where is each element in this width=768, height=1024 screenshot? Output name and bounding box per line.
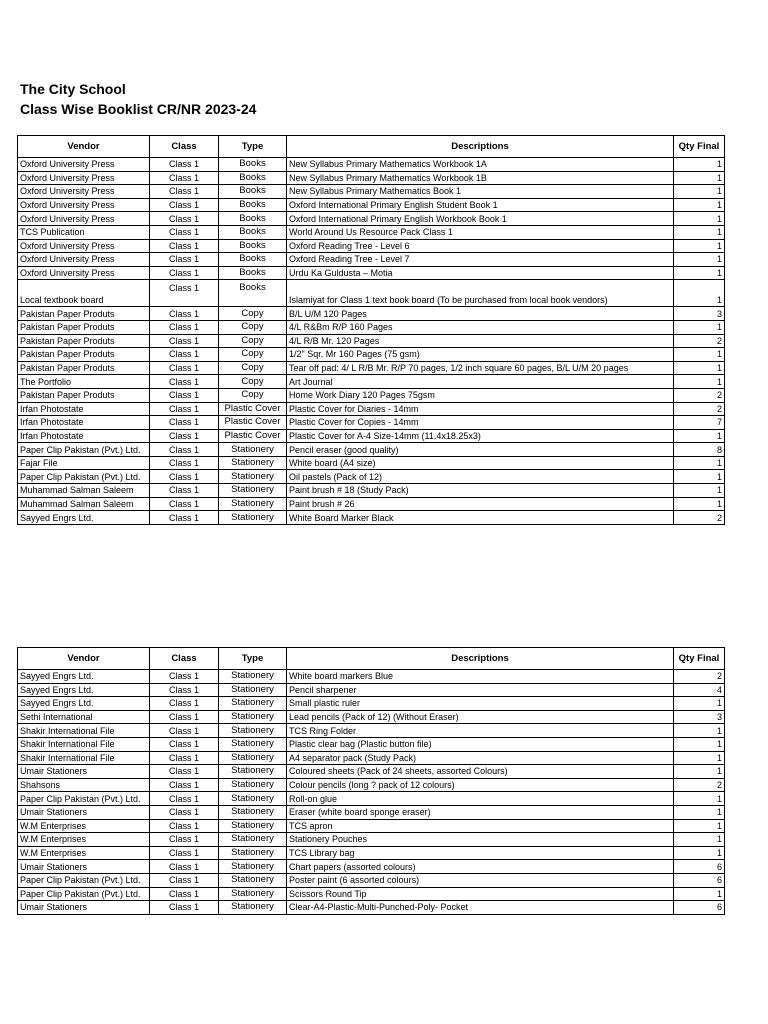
vendor-cell: W.M Enterprises [18,833,150,847]
type-cell: Stationery [219,497,287,511]
vendor-cell: Oxford University Press [18,171,150,185]
table-row [18,185,725,199]
table-row [18,751,725,765]
vendor-cell: Oxford University Press [18,266,150,280]
vendor-cell: Shahsons [18,778,150,792]
description-cell: Plastic Cover for A-4 Size-14mm (11.4x18.25x3) [287,429,674,443]
qty-cell: 1 [674,280,725,307]
qty-cell: 2 [674,334,725,348]
description-cell: Oxford International Primary English Student Book 1 [287,198,674,212]
qty-cell: 1 [674,751,725,765]
type-cell: Stationery [219,697,287,711]
class-cell: Class 1 [150,266,219,280]
qty-cell: 8 [674,443,725,457]
description-cell: White board (A4 size) [287,456,674,470]
vendor-cell: Pakistan Paper Produts [18,320,150,334]
description-cell: Stationery Pouches [287,833,674,847]
class-cell: Class 1 [150,307,219,321]
description-cell: Paint brush # 26 [287,497,674,511]
vendor-cell: Oxford University Press [18,239,150,253]
type-cell: Copy [219,388,287,402]
type-cell: Stationery [219,765,287,779]
table-row [18,212,725,226]
qty-cell: 2 [674,511,725,525]
table-row [18,497,725,511]
type-cell: Books [219,239,287,253]
description-cell: 1/2" Sqr. Mr 160 Pages (75 gsm) [287,348,674,362]
type-cell: Stationery [219,887,287,901]
table-row [18,348,725,362]
class-cell: Class 1 [150,280,219,307]
qty-cell: 1 [674,792,725,806]
qty-cell: 2 [674,388,725,402]
class-cell: Class 1 [150,470,219,484]
qty-cell: 1 [674,833,725,847]
qty-cell: 1 [674,361,725,375]
qty-cell: 4 [674,683,725,697]
type-header: Type [219,136,287,158]
type-cell: Plastic Cover [219,416,287,430]
vendor-cell: Pakistan Paper Produts [18,348,150,362]
class-cell: Class 1 [150,697,219,711]
qty-cell: 1 [674,198,725,212]
qty-cell: 6 [674,901,725,915]
table-row [18,710,725,724]
type-cell: Books [219,198,287,212]
class-cell: Class 1 [150,429,219,443]
table-row [18,484,725,498]
description-cell: A4 separator pack (Study Pack) [287,751,674,765]
qty-header: Qty Final [674,648,725,670]
class-cell: Class 1 [150,778,219,792]
vendor-cell: Pakistan Paper Produts [18,388,150,402]
description-cell: TCS Library bag [287,846,674,860]
descriptions-header: Descriptions [287,136,674,158]
description-cell: Scissors Round Tip [287,887,674,901]
booklist-table-2 [17,647,725,915]
table-row [18,402,725,416]
description-cell: Small plastic ruler [287,697,674,711]
description-cell: Plastic clear bag (Plastic button file) [287,737,674,751]
qty-cell: 1 [674,320,725,334]
description-cell: New Syllabus Primary Mathematics Workbook 1B [287,171,674,185]
class-cell: Class 1 [150,225,219,239]
type-cell: Books [219,266,287,280]
type-cell: Stationery [219,833,287,847]
type-cell: Books [219,185,287,199]
table-row [18,158,725,172]
type-cell: Stationery [219,443,287,457]
class-cell: Class 1 [150,846,219,860]
vendor-cell: Irfan Photostate [18,416,150,430]
type-cell: Stationery [219,737,287,751]
vendor-cell: Sayyed Engrs Ltd. [18,683,150,697]
description-cell: Plastic Cover for Copies - 14mm [287,416,674,430]
class-cell: Class 1 [150,901,219,915]
class-cell: Class 1 [150,456,219,470]
vendor-cell: Shakir International File [18,737,150,751]
type-cell: Stationery [219,724,287,738]
vendor-cell: Paper Clip Pakistan (Pvt.) Ltd. [18,443,150,457]
table-row [18,334,725,348]
qty-cell: 3 [674,307,725,321]
description-cell: White Board Marker Black [287,511,674,525]
vendor-cell: Umair Stationers [18,901,150,915]
type-cell: Books [219,225,287,239]
vendor-header: Vendor [18,648,150,670]
vendor-cell: Muhammad Salman Saleem [18,484,150,498]
vendor-cell: Irfan Photostate [18,402,150,416]
qty-cell: 1 [674,239,725,253]
table-row [18,724,725,738]
qty-cell: 2 [674,402,725,416]
table-row [18,171,725,185]
description-cell: Oxford Reading Tree - Level 6 [287,239,674,253]
class-cell: Class 1 [150,724,219,738]
table-row [18,320,725,334]
class-cell: Class 1 [150,887,219,901]
type-cell: Copy [219,334,287,348]
qty-cell: 1 [674,158,725,172]
class-cell: Class 1 [150,212,219,226]
class-cell: Class 1 [150,375,219,389]
table-row [18,375,725,389]
type-cell: Stationery [219,901,287,915]
type-cell: Stationery [219,873,287,887]
vendor-cell: Pakistan Paper Produts [18,361,150,375]
table-row [18,280,725,307]
qty-cell: 1 [674,253,725,267]
vendor-cell: Shakir International File [18,751,150,765]
description-cell: Paint brush # 18 (Study Pack) [287,484,674,498]
description-cell: Plastic Cover for Diaries - 14mm [287,402,674,416]
description-cell: TCS apron [287,819,674,833]
table-row [18,443,725,457]
table-row [18,670,725,684]
table-row [18,456,725,470]
description-cell: Clear-A4-Plastic-Multi-Punched-Poly- Pocket [287,901,674,915]
table-row [18,416,725,430]
qty-header: Qty Final [674,136,725,158]
vendor-cell: TCS Publication [18,225,150,239]
qty-cell: 6 [674,873,725,887]
type-cell: Stationery [219,683,287,697]
header-row [18,648,725,670]
type-cell: Copy [219,361,287,375]
vendor-cell: Umair Stationers [18,860,150,874]
description-cell: Oil pastels (Pack of 12) [287,470,674,484]
qty-cell: 1 [674,484,725,498]
type-cell: Books [219,158,287,172]
table-row [18,253,725,267]
type-cell: Books [219,212,287,226]
class-cell: Class 1 [150,873,219,887]
vendor-cell: Oxford University Press [18,198,150,212]
description-cell: Home Work Diary 120 Pages 75gsm [287,388,674,402]
class-cell: Class 1 [150,198,219,212]
vendor-cell: Umair Stationers [18,805,150,819]
type-cell: Stationery [219,805,287,819]
vendor-cell: The Portfolio [18,375,150,389]
class-cell: Class 1 [150,683,219,697]
table-row [18,887,725,901]
description-cell: Oxford Reading Tree - Level 7 [287,253,674,267]
type-cell: Stationery [219,846,287,860]
header-row [18,136,725,158]
vendor-cell: Sayyed Engrs Ltd. [18,670,150,684]
type-cell: Copy [219,348,287,362]
table-row [18,819,725,833]
class-cell: Class 1 [150,805,219,819]
vendor-cell: Irfan Photostate [18,429,150,443]
description-cell: White board markers Blue [287,670,674,684]
qty-cell: 2 [674,778,725,792]
qty-cell: 6 [674,860,725,874]
qty-cell: 1 [674,225,725,239]
table-row [18,266,725,280]
qty-cell: 1 [674,375,725,389]
type-cell: Stationery [219,792,287,806]
vendor-cell: Oxford University Press [18,212,150,226]
class-cell: Class 1 [150,171,219,185]
vendor-cell: Paper Clip Pakistan (Pvt.) Ltd. [18,873,150,887]
class-cell: Class 1 [150,670,219,684]
type-cell: Stationery [219,511,287,525]
type-cell: Plastic Cover [219,402,287,416]
class-cell: Class 1 [150,751,219,765]
type-cell: Stationery [219,860,287,874]
class-cell: Class 1 [150,484,219,498]
description-cell: New Syllabus Primary Mathematics Book 1 [287,185,674,199]
class-cell: Class 1 [150,511,219,525]
description-cell: Islamiyat for Class 1 text book board (To be purchased from local book vendors) [287,280,674,307]
table-body-1 [18,158,725,525]
vendor-cell: W.M Enterprises [18,819,150,833]
qty-cell: 7 [674,416,725,430]
class-cell: Class 1 [150,185,219,199]
qty-cell: 1 [674,737,725,751]
table-row [18,737,725,751]
table-row [18,361,725,375]
description-cell: Pencil sharpener [287,683,674,697]
type-cell: Stationery [219,456,287,470]
class-cell: Class 1 [150,737,219,751]
table-row [18,846,725,860]
description-cell: Poster paint (6 assorted colours) [287,873,674,887]
description-cell: Art Journal [287,375,674,389]
qty-cell: 1 [674,724,725,738]
type-cell: Stationery [219,484,287,498]
class-cell: Class 1 [150,388,219,402]
type-cell: Stationery [219,670,287,684]
vendor-cell: Oxford University Press [18,253,150,267]
vendor-header: Vendor [18,136,150,158]
table-row [18,805,725,819]
table-row [18,778,725,792]
description-cell: TCS Ring Folder [287,724,674,738]
table-row [18,198,725,212]
class-cell: Class 1 [150,416,219,430]
vendor-cell: Oxford University Press [18,185,150,199]
class-cell: Class 1 [150,819,219,833]
class-cell: Class 1 [150,158,219,172]
table-row [18,697,725,711]
vendor-cell: Paper Clip Pakistan (Pvt.) Ltd. [18,887,150,901]
class-cell: Class 1 [150,833,219,847]
type-cell: Copy [219,320,287,334]
qty-cell: 1 [674,819,725,833]
class-cell: Class 1 [150,361,219,375]
class-header: Class [150,136,219,158]
qty-cell: 1 [674,456,725,470]
description-cell: New Syllabus Primary Mathematics Workbook 1A [287,158,674,172]
class-cell: Class 1 [150,348,219,362]
type-header: Type [219,648,287,670]
table-body-2 [18,670,725,915]
class-cell: Class 1 [150,402,219,416]
vendor-cell: W.M Enterprises [18,846,150,860]
vendor-cell: Fajar File [18,456,150,470]
description-cell: World Around Us Resource Pack Class 1 [287,225,674,239]
booklist-table-1 [17,135,725,525]
class-cell: Class 1 [150,443,219,457]
qty-cell: 1 [674,212,725,226]
qty-cell: 1 [674,846,725,860]
description-cell: Pencil eraser (good quality) [287,443,674,457]
vendor-cell: Sayyed Engrs Ltd. [18,697,150,711]
school-name: The City School [20,81,126,97]
description-cell: Eraser (white board sponge eraser) [287,805,674,819]
qty-cell: 1 [674,348,725,362]
descriptions-header: Descriptions [287,648,674,670]
qty-cell: 1 [674,497,725,511]
type-cell: Stationery [219,819,287,833]
qty-cell: 1 [674,697,725,711]
table-row [18,239,725,253]
class-cell: Class 1 [150,860,219,874]
qty-cell: 1 [674,171,725,185]
table-row [18,792,725,806]
class-header: Class [150,648,219,670]
table-row [18,511,725,525]
qty-cell: 1 [674,470,725,484]
document-title: Class Wise Booklist CR/NR 2023-24 [20,101,257,117]
description-cell: 4/L R&Bm R/P 160 Pages [287,320,674,334]
class-cell: Class 1 [150,710,219,724]
class-cell: Class 1 [150,334,219,348]
type-cell: Books [219,171,287,185]
vendor-cell: Sethi International [18,710,150,724]
type-cell: Plastic Cover [219,429,287,443]
qty-cell: 1 [674,185,725,199]
type-cell: Stationery [219,778,287,792]
vendor-cell: Shakir International File [18,724,150,738]
type-cell: Stationery [219,751,287,765]
description-cell: Tear off pad: 4/ L R/B Mr. R/P 70 pages, 1/2 inch square 60 pages, B/L U/M 20 pages [287,361,674,375]
qty-cell: 1 [674,887,725,901]
table-row [18,765,725,779]
vendor-cell: Muhammad Salman Saleem [18,497,150,511]
qty-cell: 1 [674,429,725,443]
type-cell: Stationery [219,710,287,724]
type-cell: Copy [219,307,287,321]
table-row [18,470,725,484]
qty-cell: 1 [674,765,725,779]
class-cell: Class 1 [150,765,219,779]
class-cell: Class 1 [150,320,219,334]
type-cell: Copy [219,375,287,389]
description-cell: Roll-on glue [287,792,674,806]
vendor-cell: Paper Clip Pakistan (Pvt.) Ltd. [18,470,150,484]
vendor-cell: Paper Clip Pakistan (Pvt.) Ltd. [18,792,150,806]
table-row [18,860,725,874]
qty-cell: 3 [674,710,725,724]
class-cell: Class 1 [150,497,219,511]
vendor-cell: Pakistan Paper Produts [18,307,150,321]
table-row [18,307,725,321]
table-row [18,429,725,443]
vendor-cell: Pakistan Paper Produts [18,334,150,348]
table-row [18,683,725,697]
qty-cell: 1 [674,805,725,819]
description-cell: Coloured sheets (Pack of 24 sheets, assorted Colours) [287,765,674,779]
type-cell: Books [219,253,287,267]
class-cell: Class 1 [150,792,219,806]
type-cell: Books [219,280,287,307]
table-row [18,833,725,847]
vendor-cell: Local textbook board [18,280,150,307]
table-row [18,901,725,915]
vendor-cell: Umair Stationers [18,765,150,779]
description-cell: Oxford International Primary English Workbook Book 1 [287,212,674,226]
type-cell: Stationery [219,470,287,484]
class-cell: Class 1 [150,239,219,253]
qty-cell: 1 [674,266,725,280]
table-row [18,225,725,239]
vendor-cell: Sayyed Engrs Ltd. [18,511,150,525]
description-cell: Chart papers (assorted colours) [287,860,674,874]
table-row [18,873,725,887]
description-cell: Urdu Ka Guldusta – Motia [287,266,674,280]
description-cell: 4/L R/B Mr. 120 Pages [287,334,674,348]
description-cell: Lead pencils (Pack of 12) (Without Eraser) [287,710,674,724]
qty-cell: 2 [674,670,725,684]
description-cell: Colour pencils (long ? pack of 12 colours) [287,778,674,792]
description-cell: B/L U/M 120 Pages [287,307,674,321]
table-row [18,388,725,402]
vendor-cell: Oxford University Press [18,158,150,172]
class-cell: Class 1 [150,253,219,267]
